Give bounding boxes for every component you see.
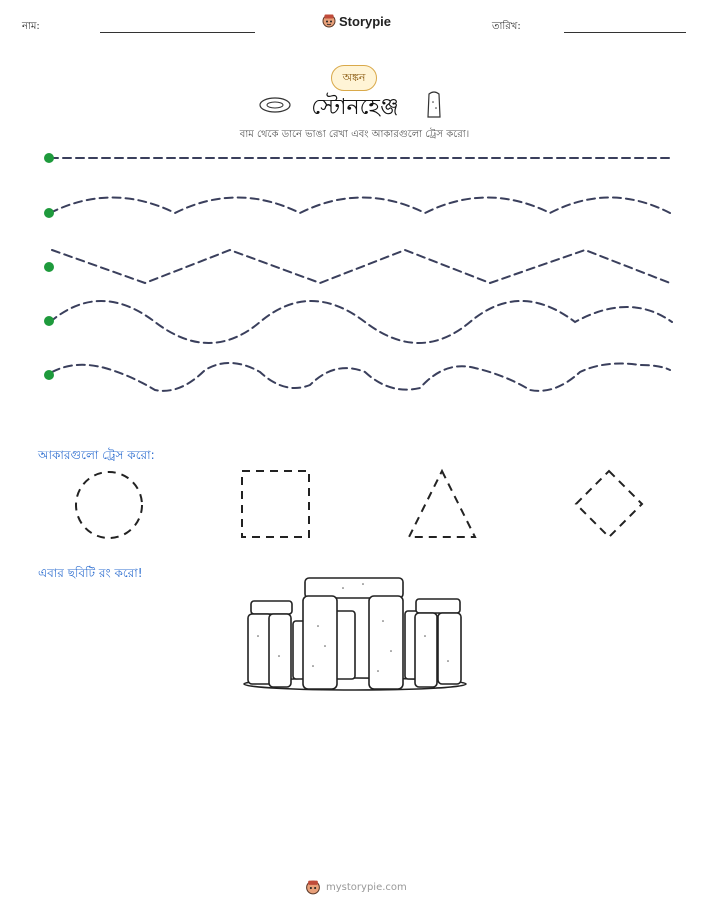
tracing-lines <box>0 0 709 420</box>
brand-name: Storypie <box>339 13 392 29</box>
stonehenge-drawing[interactable] <box>243 576 467 692</box>
footer-url[interactable]: mystorypie.com <box>326 882 407 893</box>
instruction-text: বাম থেকে ডানে ভাঙা রেখা এবং আকারগুলো ট্রেস করো। <box>239 129 470 140</box>
trace-triangle <box>409 471 475 537</box>
category-badge: অঙ্কন <box>331 65 377 91</box>
color-heading: এবার ছবিটি রং করো! <box>38 566 143 580</box>
trace-square <box>242 471 309 537</box>
start-dot <box>44 316 54 326</box>
name-label: নাম: <box>22 21 40 32</box>
trace-line-wave <box>50 301 672 343</box>
trace-line-bumps <box>52 363 670 391</box>
trace-circle <box>76 472 142 538</box>
trace-line-zigzag <box>52 250 670 283</box>
page-title: স্টোনহেঞ্জ <box>311 95 399 120</box>
storypie-logo-icon <box>305 879 321 896</box>
start-dot <box>44 370 54 380</box>
start-dot <box>44 262 54 272</box>
start-dot <box>44 153 54 163</box>
date-label: তারিখ: <box>492 21 521 32</box>
footer <box>305 879 407 896</box>
shapes-heading: আকারগুলো ট্রেস করো: <box>38 448 155 462</box>
trace-line-arch <box>50 198 670 214</box>
start-dot <box>44 208 54 218</box>
trace-diamond <box>576 471 642 537</box>
shapes-row <box>0 460 709 550</box>
